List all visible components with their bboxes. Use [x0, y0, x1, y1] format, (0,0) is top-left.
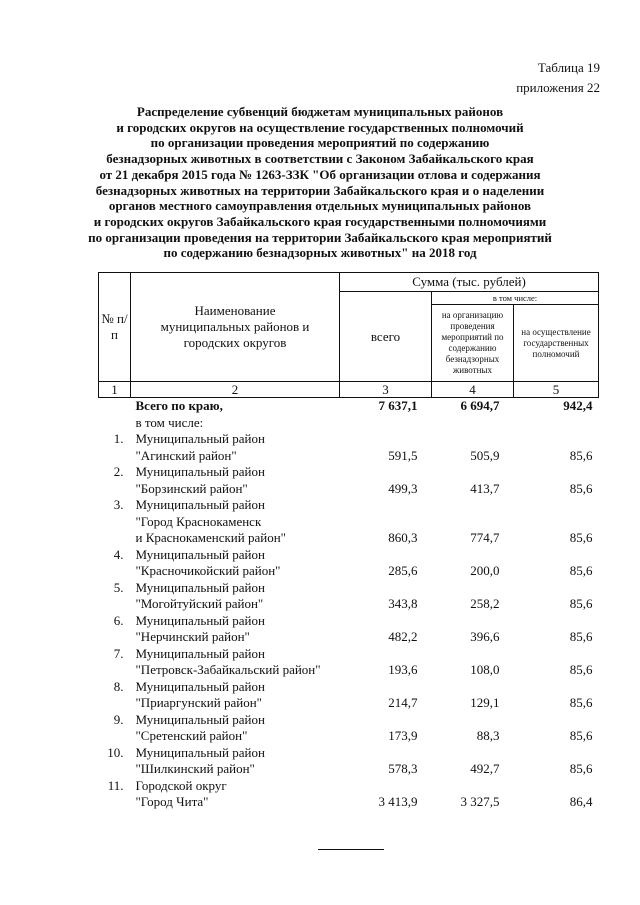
table-row — [99, 547, 599, 564]
table-row — [99, 596, 599, 613]
row-name-line: "Агинский район" — [135, 447, 237, 463]
col-number-4: 4 — [432, 382, 514, 398]
col-number-3: 3 — [340, 382, 432, 398]
row-org: 774,7 — [470, 530, 500, 545]
row-impl: 85,6 — [569, 447, 593, 463]
title-line: безнадзорных животных в соответствии с Законом Забайкальского края — [106, 151, 534, 167]
row-number: 2. — [113, 464, 124, 479]
subvention-table — [98, 272, 599, 811]
table-row — [99, 464, 599, 481]
total-row — [99, 398, 599, 415]
table-row — [99, 679, 599, 696]
table-row — [99, 745, 599, 762]
table-row — [99, 448, 599, 465]
row-total: 860,3 — [388, 530, 418, 545]
table-row — [99, 712, 599, 729]
row-name-line: Муниципальный район — [135, 711, 265, 727]
title-line: и городских округов Забайкальского края государственными полномочиями — [93, 213, 547, 229]
row-impl: 85,6 — [569, 530, 593, 545]
row-number: 7. — [113, 645, 124, 661]
row-total: 3 413,9 — [378, 794, 418, 809]
row-name-line: "Шилкинский район" — [135, 761, 255, 776]
row-name-line: "Город Краснокаменск — [135, 513, 262, 529]
document-title — [80, 104, 560, 261]
table-row — [99, 695, 599, 712]
title-line: по организации проведения на территории Забайкальского края мероприятий — [88, 229, 552, 245]
title-line: органов местного самоуправления отдельных муниципальных районов — [108, 198, 532, 214]
footer-divider — [318, 849, 384, 850]
col-number-1: 1 — [99, 382, 131, 398]
title-line: и городских округов на осуществление государственных полномочий — [116, 119, 524, 135]
row-total: 285,6 — [388, 563, 418, 578]
header-sum: Сумма (тыс. рублей) — [340, 273, 599, 292]
row-impl: 85,6 — [569, 761, 593, 776]
total-impl-value: 942,4 — [563, 398, 593, 413]
total-org-value: 6 694,7 — [460, 398, 500, 413]
including-row — [99, 415, 599, 432]
row-name-line: Муниципальный район — [135, 431, 265, 446]
total-label: Всего по краю, — [135, 398, 223, 413]
row-name-line: "Могойтуйский район" — [135, 596, 264, 611]
row-name-line: Муниципальный район — [135, 744, 265, 760]
title-line: безнадзорных животных на территории Забайкальского края и о наделении — [95, 182, 545, 198]
row-number: 3. — [113, 497, 124, 512]
row-org: 413,7 — [470, 480, 500, 496]
row-impl: 86,4 — [569, 794, 593, 809]
row-name-line: Городской округ — [135, 777, 227, 793]
row-org: 88,3 — [476, 728, 500, 743]
row-org: 505,9 — [470, 447, 500, 463]
row-number: 4. — [113, 546, 124, 562]
row-number: 9. — [113, 711, 124, 727]
row-name-line: "Красночикойский район" — [135, 563, 281, 578]
row-org: 258,2 — [470, 596, 500, 611]
header-org: на организацию проведения мероприятий по содержанию безнадзорных животных — [432, 305, 514, 382]
row-name-line: "Петровск-Забайкальский район" — [135, 662, 321, 677]
row-name-line: Муниципальный район — [135, 579, 265, 595]
row-impl: 85,6 — [569, 629, 593, 644]
table-row — [99, 530, 599, 547]
row-name-line: "Нерчинский район" — [135, 629, 250, 644]
row-org: 129,1 — [470, 695, 500, 710]
row-impl: 85,6 — [569, 695, 593, 710]
row-org: 492,7 — [470, 761, 500, 776]
header-including: в том числе: — [432, 292, 599, 305]
row-impl: 85,6 — [569, 728, 593, 743]
title-line: по содержанию безнадзорных животных" на 2018 год — [163, 245, 477, 261]
row-total: 482,2 — [388, 629, 418, 644]
row-number: 5. — [113, 579, 124, 595]
table-row — [99, 662, 599, 679]
table-reference: Таблица 19 — [537, 60, 600, 75]
table-row — [99, 481, 599, 498]
row-org: 3 327,5 — [460, 794, 500, 809]
row-impl: 85,6 — [569, 596, 593, 611]
row-name-line: Муниципальный район — [135, 497, 265, 512]
row-total: 343,8 — [388, 596, 418, 611]
table-row — [99, 778, 599, 795]
row-number: 10. — [107, 744, 124, 760]
row-total: 193,6 — [388, 662, 418, 677]
row-name-line: Муниципальный район — [135, 464, 265, 479]
row-total: 578,3 — [388, 761, 418, 776]
row-number: 8. — [113, 678, 124, 694]
col-number-5: 5 — [514, 382, 599, 398]
row-name-line: "Город Чита" — [135, 794, 209, 809]
row-number: 11. — [107, 777, 124, 793]
table-row — [99, 728, 599, 745]
row-impl: 85,6 — [569, 662, 593, 677]
title-line: от 21 декабря 2015 года № 1263-ЗЗК "Об организации отлова и содержания — [99, 166, 541, 182]
row-total: 499,3 — [388, 480, 418, 496]
row-name-line: Муниципальный район — [135, 546, 265, 562]
row-total: 173,9 — [388, 728, 418, 743]
table-row — [99, 580, 599, 597]
row-name-line: Муниципальный район — [135, 678, 265, 694]
total-value: 7 637,1 — [378, 398, 418, 413]
table-row — [99, 613, 599, 630]
row-total: 591,5 — [388, 447, 418, 463]
header-number: № п/п — [99, 273, 131, 382]
row-org: 108,0 — [470, 662, 500, 677]
title-line: Распределение субвенций бюджетам муниципальных районов — [136, 104, 504, 119]
row-impl: 85,6 — [569, 480, 593, 496]
col-number-2: 2 — [131, 382, 340, 398]
title-line: по организации проведения мероприятий по содержанию — [150, 135, 490, 151]
table-row — [99, 514, 599, 531]
row-name-line: "Сретенский район" — [135, 728, 248, 743]
table-row — [99, 497, 599, 514]
table-row — [99, 431, 599, 448]
row-org: 200,0 — [470, 563, 500, 578]
table-row — [99, 629, 599, 646]
row-number: 6. — [113, 612, 124, 628]
header-impl: на осуществление государственных полномочий — [514, 305, 599, 382]
table-row — [99, 563, 599, 580]
header-name: Наименование муниципальных районов и городских округов — [131, 273, 340, 382]
including-label: в том числе: — [135, 414, 204, 430]
row-number: 1. — [113, 431, 124, 446]
row-org: 396,6 — [470, 629, 500, 644]
row-name-line: Муниципальный район — [135, 645, 265, 661]
table-row — [99, 761, 599, 778]
row-name-line: "Борзинский район" — [135, 480, 248, 496]
table-row — [99, 646, 599, 663]
row-name-line: Муниципальный район — [135, 612, 265, 628]
row-name-line: "Приаргунский район" — [135, 695, 262, 710]
appendix-reference: приложения 22 — [516, 80, 600, 95]
row-name-line: и Краснокаменский район" — [135, 530, 286, 545]
row-total: 214,7 — [388, 695, 418, 710]
header-total: всего — [340, 292, 432, 382]
table-row — [99, 794, 599, 811]
row-impl: 85,6 — [569, 563, 593, 578]
